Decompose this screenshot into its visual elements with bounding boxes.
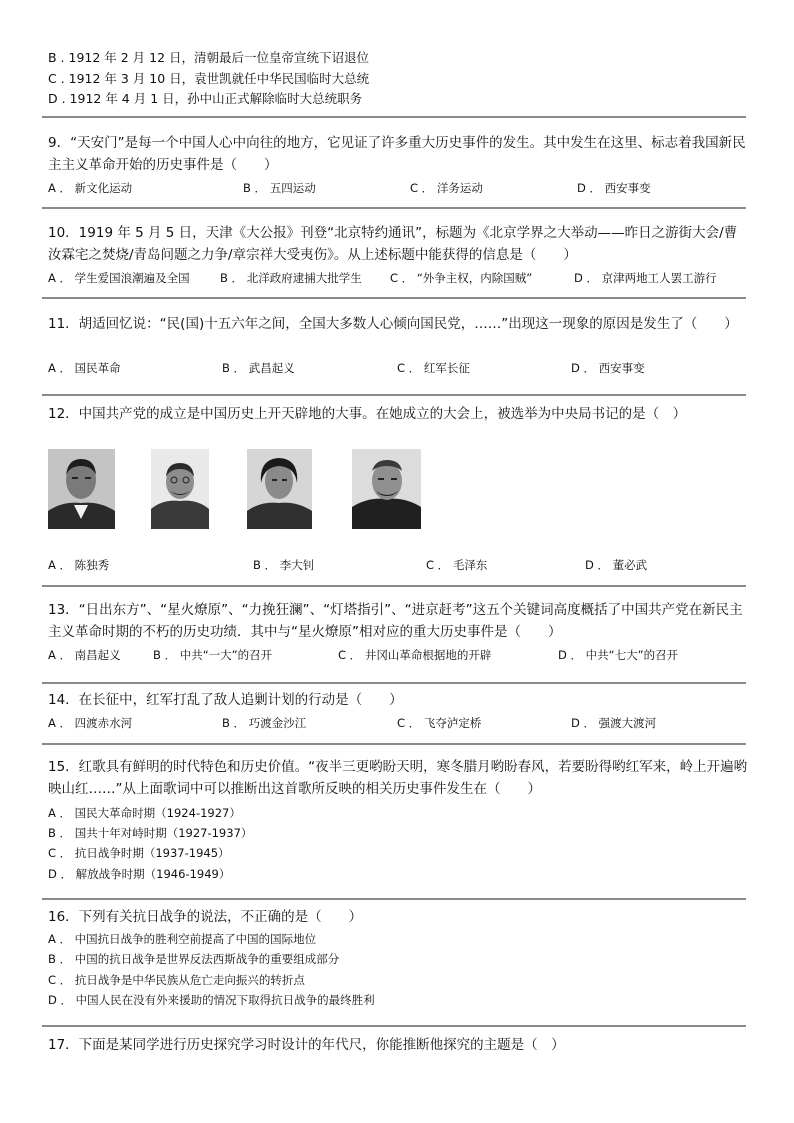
q17-question: 17．下面是某同学进行历史探究学习时设计的年代尺，你能推断他探究的主题是（ ） xyxy=(48,1037,565,1053)
q8-option-d: D . 1912 年 4 月 1 日，孙中山正式解除临时大总统职务 xyxy=(48,91,363,106)
portrait-option-b xyxy=(151,449,209,533)
q15-option-d: D ． 解放战争时期（1946-1949） xyxy=(48,867,231,881)
q13-option-c: C ． 井冈山革命根据地的开辟 xyxy=(338,648,492,662)
q13-question: 13．“日出东方”、“星火燎原”、“力挽狂澜”、“灯塔指引”、“进京赶考”这五个关键词高度概括了中国共产党在新民主主义革命时期的不朽的历史功绩．其中与“星火燎原”相对应的重大历史事件是（ ） xyxy=(48,602,743,640)
q15-option-b: B ． 国共十年对峙时期（1927-1937） xyxy=(48,826,253,840)
divider xyxy=(42,682,746,684)
q14-option-b: B ． 巧渡金沙江 xyxy=(222,716,307,730)
q10-option-d: D ． 京津两地工人罢工游行 xyxy=(574,271,717,285)
q14-option-d: D ． 强渡大渡河 xyxy=(571,716,657,730)
divider xyxy=(42,207,746,209)
q16-option-b: B ． 中国的抗日战争是世界反法西斯战争的重要组成部分 xyxy=(48,952,340,966)
q12-option-b: B ． 李大钊 xyxy=(253,558,315,572)
q9-question: 9．“天安门”是每一个中国人心中向往的地方，它见证了许多重大历史事件的发生。其中发生在这里、标志着我国新民主主义革命开始的历史事件是（ ） xyxy=(48,135,746,173)
divider xyxy=(42,743,746,745)
divider xyxy=(42,898,746,900)
q9-option-c: C ． 洋务运动 xyxy=(410,181,483,195)
q15-option-c: C ． 抗日战争时期（1937-1945） xyxy=(48,846,230,860)
q12-question: 12．中国共产党的成立是中国历史上开天辟地的大事。在她成立的大会上，被选举为中央局书记的是（ ） xyxy=(48,406,687,422)
q16-option-a: A ． 中国抗日战争的胜利空前提高了中国的国际地位 xyxy=(48,932,317,946)
q9-option-b: B ． 五四运动 xyxy=(243,181,316,195)
portrait-option-a xyxy=(48,449,115,533)
q15-question: 15．红歌具有鲜明的时代特色和历史价值。“夜半三更哟盼天明，寒冬腊月哟盼春风，若要盼得哟红军来，岭上开遍哟映山红……”从上面歌词中可以推断出这首歌所反映的相关历史事件发生在（ ） xyxy=(48,759,748,797)
q13-option-a: A ． 南昌起义 xyxy=(48,648,121,662)
q10-option-c: C ． “外争主权，内除国贼” xyxy=(390,271,533,285)
q16-option-d: D ． 中国人民在没有外来援助的情况下取得抗日战争的最终胜利 xyxy=(48,993,375,1007)
q12-option-c: C ． 毛泽东 xyxy=(426,558,488,572)
q11-option-a: A ． 国民革命 xyxy=(48,361,121,375)
q8-option-c: C . 1912 年 3 月 10 日，袁世凯就任中华民国临时大总统 xyxy=(48,71,370,86)
q11-option-b: B ． 武昌起义 xyxy=(222,361,295,375)
q11-question: 11．胡适回忆说：“民(国)十五六年之间，全国大多数人心倾向国民党，……”出现这一现象的原因是发生了（ ） xyxy=(48,316,738,332)
q11-option-d: D ． 西安事变 xyxy=(571,361,645,375)
q13-option-b: B ． 中共“一大”的召开 xyxy=(153,648,273,662)
divider xyxy=(42,585,746,587)
q15-option-a: A ． 国民大革命时期（1924-1927） xyxy=(48,806,241,820)
divider xyxy=(42,394,746,396)
q9-option-d: D ． 西安事变 xyxy=(577,181,651,195)
portrait-option-d xyxy=(352,449,421,533)
q10-option-a: A ． 学生爱国浪潮遍及全国 xyxy=(48,271,190,285)
q16-question: 16．下列有关抗日战争的说法，不正确的是（ ） xyxy=(48,909,363,925)
q10-option-b: B ． 北洋政府逮捕大批学生 xyxy=(220,271,362,285)
q16-option-c: C ． 抗日战争是中华民族从危亡走向振兴的转折点 xyxy=(48,973,305,987)
q12-option-a: A ． 陈独秀 xyxy=(48,558,110,572)
q13-option-d: D ． 中共“七大”的召开 xyxy=(558,648,679,662)
q8-option-b: B . 1912 年 2 月 12 日，清朝最后一位皇帝宣统下诏退位 xyxy=(48,50,370,65)
portrait-option-c xyxy=(247,449,312,533)
q14-question: 14．在长征中，红军打乱了敌人追剿计划的行动是（ ） xyxy=(48,692,403,708)
divider xyxy=(42,297,746,299)
q11-option-c: C ． 红军长征 xyxy=(397,361,470,375)
q10-question: 10．1919 年 5 月 5 日，天津《大公报》刊登“北京特约通讯”，标题为《北京学界之大举动——昨日之游街大会/曹汝霖宅之焚烧/青岛问题之力争/章宗祥大受夷伤》。从上述标题中能获得的信息是（ ） xyxy=(48,225,738,263)
divider xyxy=(42,116,746,118)
q9-option-a: A ． 新文化运动 xyxy=(48,181,133,195)
q14-option-c: C ． 飞夺泸定桥 xyxy=(397,716,482,730)
divider xyxy=(42,1025,746,1027)
q14-option-a: A ． 四渡赤水河 xyxy=(48,716,133,730)
q12-option-d: D ． 董必武 xyxy=(585,558,648,572)
